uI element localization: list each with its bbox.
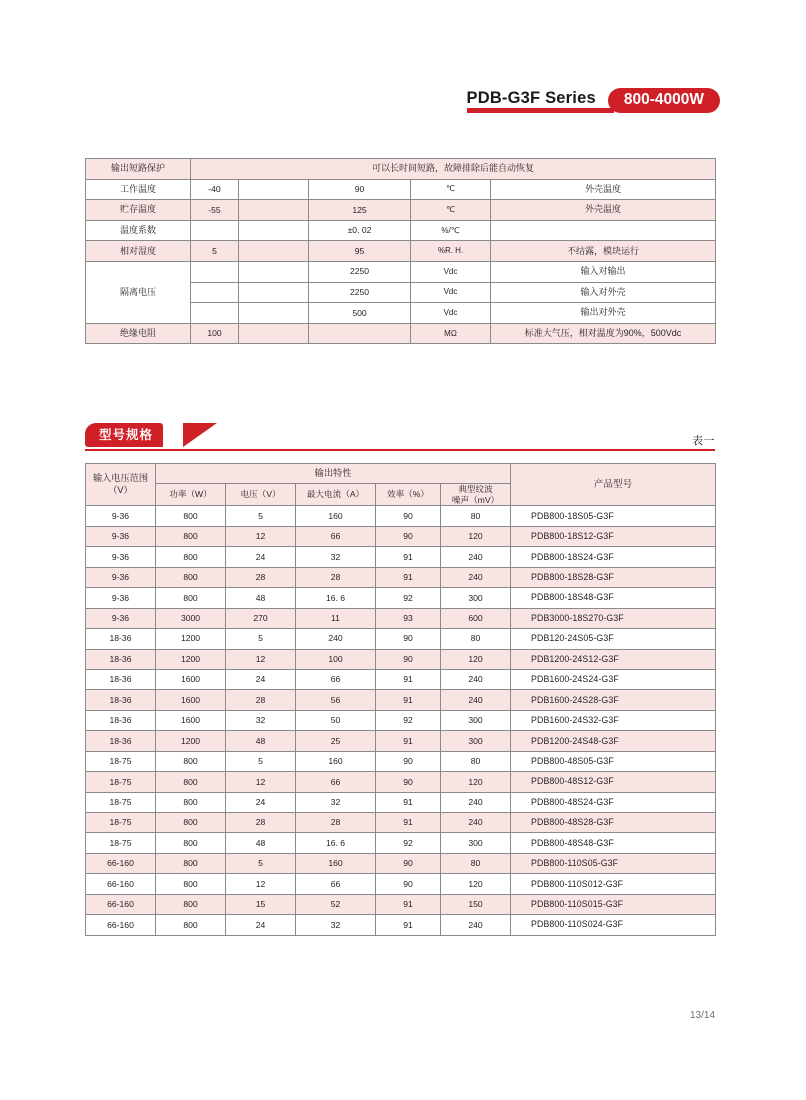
cell-input-voltage: 66-160: [86, 915, 156, 935]
spec-typ-value: [239, 282, 309, 303]
cell-output-voltage: 12: [226, 526, 296, 546]
cell-max-current: 66: [296, 526, 376, 546]
section-banner-tail: [183, 423, 217, 447]
spec-typ-value: [239, 200, 309, 221]
cell-model-number: PDB800-18S48-G3F: [511, 588, 716, 608]
cell-power: 1200: [156, 731, 226, 751]
cell-ripple-noise: 300: [441, 588, 511, 608]
cell-power: 3000: [156, 608, 226, 628]
cell-efficiency: 91: [376, 731, 441, 751]
cell-max-current: 66: [296, 874, 376, 894]
cell-power: 1600: [156, 690, 226, 710]
spec-unit: %/℃: [411, 220, 491, 241]
cell-model-number: PDB800-110S024-G3F: [511, 915, 716, 935]
cell-efficiency: 92: [376, 588, 441, 608]
cell-model-number: PDB1200-24S12-G3F: [511, 649, 716, 669]
cell-model-number: PDB800-48S05-G3F: [511, 751, 716, 771]
table-caption: 表一: [692, 435, 715, 447]
header-input-voltage-line1: 输入电压范围: [92, 473, 149, 484]
spec-min-value: [191, 303, 239, 324]
cell-power: 800: [156, 506, 226, 526]
cell-output-voltage: 24: [226, 915, 296, 935]
cell-input-voltage: 18-36: [86, 649, 156, 669]
spec-parameter-label: 相对湿度: [86, 241, 191, 262]
table-row: [86, 588, 716, 608]
cell-power: 800: [156, 874, 226, 894]
cell-model-number: PDB800-110S015-G3F: [511, 894, 716, 914]
cell-efficiency: 90: [376, 751, 441, 771]
spec-max-value: 125: [309, 200, 411, 221]
cell-input-voltage: 9-36: [86, 567, 156, 587]
cell-output-voltage: 12: [226, 649, 296, 669]
cell-output-voltage: 5: [226, 853, 296, 873]
cell-model-number: PDB800-48S24-G3F: [511, 792, 716, 812]
cell-input-voltage: 9-36: [86, 526, 156, 546]
spec-min-value: 100: [191, 323, 239, 344]
cell-power: 800: [156, 792, 226, 812]
cell-max-current: 240: [296, 629, 376, 649]
cell-efficiency: 91: [376, 894, 441, 914]
spec-min-value: -40: [191, 179, 239, 200]
cell-ripple-noise: 80: [441, 853, 511, 873]
spec-note: 外壳温度: [491, 179, 716, 200]
header-input-voltage-line2: （V）: [108, 484, 133, 495]
cell-max-current: 25: [296, 731, 376, 751]
cell-efficiency: 91: [376, 669, 441, 689]
cell-max-current: 66: [296, 772, 376, 792]
model-spec-head: [86, 464, 716, 506]
header-max-current: 最大电流（A）: [296, 484, 376, 506]
table-row: [86, 853, 716, 873]
cell-efficiency: 92: [376, 710, 441, 730]
spec-parameter-label: 贮存温度: [86, 200, 191, 221]
spec-typ-value: [239, 179, 309, 200]
cell-model-number: PDB1200-24S48-G3F: [511, 731, 716, 751]
page-number: 13/14: [690, 1010, 716, 1021]
general-spec-row: [86, 200, 716, 221]
page-title: PDB-G3F Series: [466, 89, 596, 107]
cell-input-voltage: 18-36: [86, 669, 156, 689]
spec-note: [491, 220, 716, 241]
header-input-voltage: [86, 464, 156, 506]
spec-typ-value: [239, 241, 309, 262]
cell-power: 800: [156, 567, 226, 587]
spec-unit: ℃: [411, 200, 491, 221]
cell-ripple-noise: 150: [441, 894, 511, 914]
header-ripple: [441, 484, 511, 506]
header-ripple-line1: 典型纹波: [458, 484, 493, 494]
cell-efficiency: 91: [376, 690, 441, 710]
cell-output-voltage: 48: [226, 833, 296, 853]
cell-power: 800: [156, 813, 226, 833]
cell-ripple-noise: 600: [441, 608, 511, 628]
cell-model-number: PDB800-18S12-G3F: [511, 526, 716, 546]
cell-ripple-noise: 300: [441, 710, 511, 730]
cell-output-voltage: 28: [226, 690, 296, 710]
cell-input-voltage: 9-36: [86, 506, 156, 526]
cell-input-voltage: 18-36: [86, 731, 156, 751]
spec-note: 输入对输出: [491, 261, 716, 282]
header-model: 产品型号: [511, 464, 716, 506]
general-spec-row: [86, 261, 716, 282]
cell-input-voltage: 18-36: [86, 690, 156, 710]
cell-efficiency: 90: [376, 526, 441, 546]
cell-max-current: 50: [296, 710, 376, 730]
cell-efficiency: 90: [376, 874, 441, 894]
cell-output-voltage: 5: [226, 629, 296, 649]
cell-model-number: PDB120-24S05-G3F: [511, 629, 716, 649]
header-output-group: 输出特性: [156, 464, 511, 484]
cell-ripple-noise: 240: [441, 690, 511, 710]
cell-max-current: 32: [296, 915, 376, 935]
general-spec-table: [85, 158, 716, 344]
cell-max-current: 66: [296, 669, 376, 689]
cell-ripple-noise: 240: [441, 669, 511, 689]
header-power: 功率（W）: [156, 484, 226, 506]
cell-max-current: 52: [296, 894, 376, 914]
table-row: [86, 506, 716, 526]
spec-min-value: 5: [191, 241, 239, 262]
model-spec-table: [85, 463, 716, 936]
spec-max-value: 95: [309, 241, 411, 262]
cell-efficiency: 90: [376, 506, 441, 526]
cell-output-voltage: 32: [226, 710, 296, 730]
cell-ripple-noise: 120: [441, 874, 511, 894]
table-row: [86, 915, 716, 935]
cell-efficiency: 90: [376, 853, 441, 873]
spec-note: 不结露，模块运行: [491, 241, 716, 262]
cell-ripple-noise: 80: [441, 629, 511, 649]
spec-min-value: -55: [191, 200, 239, 221]
cell-model-number: PDB800-18S24-G3F: [511, 547, 716, 567]
cell-output-voltage: 28: [226, 813, 296, 833]
spec-value-span: 可以长时间短路，故障排除后能自动恢复: [191, 159, 716, 180]
spec-max-value: 2250: [309, 261, 411, 282]
cell-ripple-noise: 80: [441, 506, 511, 526]
cell-model-number: PDB800-110S05-G3F: [511, 853, 716, 873]
spec-unit: MΩ: [411, 323, 491, 344]
cell-ripple-noise: 300: [441, 833, 511, 853]
table-row: [86, 813, 716, 833]
cell-input-voltage: 9-36: [86, 588, 156, 608]
cell-input-voltage: 18-75: [86, 833, 156, 853]
header-title-group: [467, 88, 721, 122]
cell-output-voltage: 28: [226, 567, 296, 587]
header-efficiency: 效率（%）: [376, 484, 441, 506]
model-spec-section-header: [85, 423, 715, 453]
cell-model-number: PDB800-48S48-G3F: [511, 833, 716, 853]
cell-efficiency: 91: [376, 567, 441, 587]
cell-power: 800: [156, 853, 226, 873]
spec-max-value: 2250: [309, 282, 411, 303]
cell-max-current: 28: [296, 813, 376, 833]
general-spec-row: [86, 220, 716, 241]
cell-max-current: 32: [296, 792, 376, 812]
spec-min-value: [191, 261, 239, 282]
cell-max-current: 11: [296, 608, 376, 628]
table-row: [86, 526, 716, 546]
cell-max-current: 32: [296, 547, 376, 567]
spec-unit: ℃: [411, 179, 491, 200]
table-row: [86, 567, 716, 587]
cell-efficiency: 91: [376, 915, 441, 935]
cell-max-current: 100: [296, 649, 376, 669]
cell-model-number: PDB800-110S012-G3F: [511, 874, 716, 894]
general-spec-row: [86, 159, 716, 180]
spec-note: 输入对外壳: [491, 282, 716, 303]
table-row: [86, 690, 716, 710]
general-spec-row: [86, 323, 716, 344]
cell-power: 800: [156, 833, 226, 853]
cell-ripple-noise: 240: [441, 547, 511, 567]
header-voltage: 电压（V）: [226, 484, 296, 506]
spec-min-value: [191, 220, 239, 241]
cell-max-current: 16. 6: [296, 588, 376, 608]
table-row: [86, 874, 716, 894]
spec-typ-value: [239, 323, 309, 344]
cell-power: 800: [156, 588, 226, 608]
cell-max-current: 160: [296, 506, 376, 526]
series-title-wrap: [467, 88, 614, 115]
cell-power: 1200: [156, 649, 226, 669]
cell-output-voltage: 12: [226, 772, 296, 792]
cell-input-voltage: 9-36: [86, 547, 156, 567]
spec-unit: Vdc: [411, 261, 491, 282]
cell-power: 800: [156, 894, 226, 914]
cell-max-current: 56: [296, 690, 376, 710]
spec-max-value: ±0. 02: [309, 220, 411, 241]
table-row: [86, 894, 716, 914]
spec-parameter-label: 隔离电压: [86, 261, 191, 323]
cell-efficiency: 90: [376, 629, 441, 649]
table-row: [86, 792, 716, 812]
spec-parameter-label: 温度系数: [86, 220, 191, 241]
spec-max-value: [309, 323, 411, 344]
cell-max-current: 16. 6: [296, 833, 376, 853]
spec-typ-value: [239, 220, 309, 241]
cell-output-voltage: 5: [226, 506, 296, 526]
cell-max-current: 28: [296, 567, 376, 587]
cell-power: 800: [156, 526, 226, 546]
cell-output-voltage: 270: [226, 608, 296, 628]
cell-output-voltage: 24: [226, 792, 296, 812]
cell-input-voltage: 18-75: [86, 772, 156, 792]
cell-ripple-noise: 300: [441, 731, 511, 751]
cell-input-voltage: 18-75: [86, 813, 156, 833]
cell-output-voltage: 48: [226, 731, 296, 751]
cell-efficiency: 93: [376, 608, 441, 628]
table-row: [86, 731, 716, 751]
cell-ripple-noise: 240: [441, 813, 511, 833]
spec-unit: Vdc: [411, 303, 491, 324]
cell-ripple-noise: 240: [441, 792, 511, 812]
header-accent-bar: [467, 108, 614, 113]
table-row: [86, 833, 716, 853]
cell-input-voltage: 18-36: [86, 629, 156, 649]
spec-parameter-label: 输出短路保护: [86, 159, 191, 180]
table-row: [86, 629, 716, 649]
cell-model-number: PDB800-48S12-G3F: [511, 772, 716, 792]
cell-power: 800: [156, 772, 226, 792]
cell-model-number: PDB3000-18S270-G3F: [511, 608, 716, 628]
cell-input-voltage: 18-75: [86, 751, 156, 771]
table-row: [86, 649, 716, 669]
cell-power: 800: [156, 915, 226, 935]
cell-output-voltage: 12: [226, 874, 296, 894]
cell-output-voltage: 15: [226, 894, 296, 914]
cell-ripple-noise: 80: [441, 751, 511, 771]
cell-efficiency: 91: [376, 547, 441, 567]
table-row: [86, 710, 716, 730]
cell-efficiency: 92: [376, 833, 441, 853]
spec-unit: %R. H.: [411, 241, 491, 262]
cell-ripple-noise: 120: [441, 772, 511, 792]
cell-model-number: PDB1600-24S28-G3F: [511, 690, 716, 710]
spec-note: 外壳温度: [491, 200, 716, 221]
cell-max-current: 160: [296, 751, 376, 771]
cell-model-number: PDB1600-24S24-G3F: [511, 669, 716, 689]
spec-unit: Vdc: [411, 282, 491, 303]
cell-input-voltage: 66-160: [86, 853, 156, 873]
cell-efficiency: 90: [376, 772, 441, 792]
general-spec-row: [86, 241, 716, 262]
cell-input-voltage: 18-36: [86, 710, 156, 730]
cell-ripple-noise: 240: [441, 567, 511, 587]
cell-input-voltage: 9-36: [86, 608, 156, 628]
table-row: [86, 608, 716, 628]
cell-output-voltage: 24: [226, 669, 296, 689]
cell-output-voltage: 5: [226, 751, 296, 771]
cell-model-number: PDB1600-24S32-G3F: [511, 710, 716, 730]
power-range-badge: 800-4000W: [608, 88, 720, 113]
cell-efficiency: 91: [376, 813, 441, 833]
table-row: [86, 547, 716, 567]
general-spec-row: [86, 179, 716, 200]
cell-output-voltage: 24: [226, 547, 296, 567]
section-banner-label: 型号规格: [85, 423, 163, 447]
spec-note: 标准大气压，相对温度为90%，500Vdc: [491, 323, 716, 344]
cell-power: 800: [156, 751, 226, 771]
cell-ripple-noise: 120: [441, 526, 511, 546]
spec-max-value: 90: [309, 179, 411, 200]
cell-input-voltage: 18-75: [86, 792, 156, 812]
model-spec-header-row: [86, 464, 716, 484]
table-row: [86, 669, 716, 689]
general-spec-body: [86, 159, 716, 344]
cell-model-number: PDB800-48S28-G3F: [511, 813, 716, 833]
spec-parameter-label: 绝缘电阻: [86, 323, 191, 344]
cell-power: 1600: [156, 669, 226, 689]
model-spec-body: [86, 506, 716, 935]
cell-power: 800: [156, 547, 226, 567]
cell-power: 1600: [156, 710, 226, 730]
section-underline: [85, 449, 715, 451]
spec-max-value: 500: [309, 303, 411, 324]
spec-min-value: [191, 282, 239, 303]
spec-note: 输出对外壳: [491, 303, 716, 324]
cell-model-number: PDB800-18S05-G3F: [511, 506, 716, 526]
cell-max-current: 160: [296, 853, 376, 873]
spec-parameter-label: 工作温度: [86, 179, 191, 200]
cell-power: 1200: [156, 629, 226, 649]
page-header: [0, 88, 806, 122]
header-ripple-line2: 噪声（mV）: [451, 494, 500, 505]
cell-output-voltage: 48: [226, 588, 296, 608]
cell-model-number: PDB800-18S28-G3F: [511, 567, 716, 587]
cell-ripple-noise: 240: [441, 915, 511, 935]
cell-input-voltage: 66-160: [86, 894, 156, 914]
cell-efficiency: 90: [376, 649, 441, 669]
cell-input-voltage: 66-160: [86, 874, 156, 894]
spec-typ-value: [239, 261, 309, 282]
table-row: [86, 751, 716, 771]
cell-ripple-noise: 120: [441, 649, 511, 669]
cell-efficiency: 91: [376, 792, 441, 812]
spec-typ-value: [239, 303, 309, 324]
table-row: [86, 772, 716, 792]
